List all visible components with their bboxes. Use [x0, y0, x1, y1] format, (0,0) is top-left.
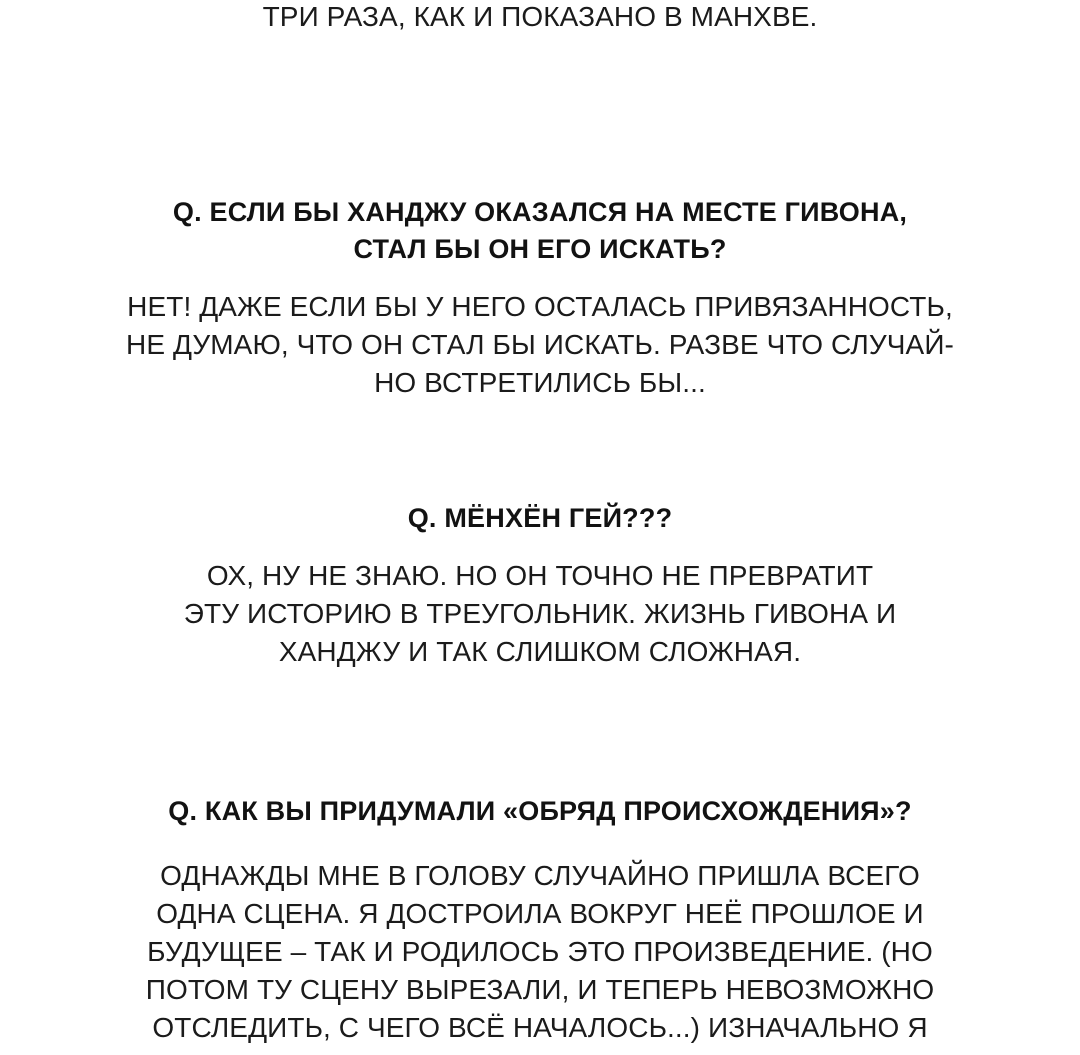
continued-line: ТРИ РАЗА, КАК И ПОКАЗАНО В МАНХВЕ.	[262, 1, 818, 32]
answer-line: ЭТУ ИСТОРИЮ В ТРЕУГОЛЬНИК. ЖИЗНЬ ГИВОНА И	[183, 598, 897, 629]
answer-line: ОДНАЖДЫ МНЕ В ГОЛОВУ СЛУЧАЙНО ПРИШЛА ВСЕГО	[160, 860, 920, 891]
answer-line: ХАНДЖУ И ТАК СЛИШКОМ СЛОЖНАЯ.	[278, 636, 802, 667]
answer-paragraph-3	[0, 857, 1080, 1047]
answer-line: БУДУЩЕЕ – ТАК И РОДИЛОСЬ ЭТО ПРОИЗВЕДЕНИЕ. (НО	[147, 936, 933, 967]
answer-line: НЕ ДУМАЮ, ЧТО ОН СТАЛ БЫ ИСКАТЬ. РАЗВЕ ЧТО СЛУЧАЙ-	[126, 329, 954, 360]
question-heading-3	[0, 793, 1080, 830]
question-heading-1	[0, 194, 1080, 268]
question-line: Q. КАК ВЫ ПРИДУМАЛИ «ОБРЯД ПРОИСХОЖДЕНИЯ»?	[168, 796, 912, 826]
answer-paragraph-1	[0, 288, 1080, 402]
answer-line: ОТСЛЕДИТЬ, С ЧЕГО ВСЁ НАЧАЛОСЬ...) ИЗНАЧАЛЬНО Я	[152, 1012, 928, 1043]
question-line: СТАЛ БЫ ОН ЕГО ИСКАТЬ?	[353, 234, 727, 264]
question-line: Q. ЕСЛИ БЫ ХАНДЖУ ОКАЗАЛСЯ НА МЕСТЕ ГИВОНА,	[172, 197, 908, 227]
question-line: Q. МЁНХЁН ГЕЙ???	[407, 503, 673, 533]
continued-paragraph	[0, 0, 1080, 36]
answer-paragraph-2	[0, 557, 1080, 671]
question-heading-2	[0, 500, 1080, 537]
answer-line: НЕТ! ДАЖЕ ЕСЛИ БЫ У НЕГО ОСТАЛАСЬ ПРИВЯЗАННОСТЬ,	[127, 291, 953, 322]
answer-line: НО ВСТРЕТИЛИСЬ БЫ...	[374, 367, 706, 398]
answer-line: ОХ, НУ НЕ ЗНАЮ. НО ОН ТОЧНО НЕ ПРЕВРАТИТ	[206, 560, 874, 591]
answer-line: ОДНА СЦЕНА. Я ДОСТРОИЛА ВОКРУГ НЕЁ ПРОШЛОЕ И	[156, 898, 924, 929]
answer-line: ПОТОМ ТУ СЦЕНУ ВЫРЕЗАЛИ, И ТЕПЕРЬ НЕВОЗМОЖНО	[145, 974, 935, 1005]
